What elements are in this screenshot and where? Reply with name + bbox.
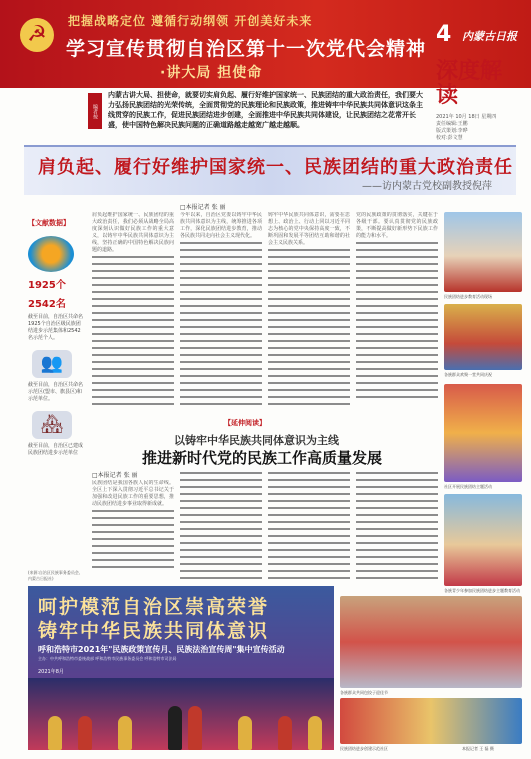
newspaper-name: 内蒙古日报 [462,30,517,43]
sidebar-source: (来源:自治区民族事务委员会、内蒙古日报社) [28,570,83,581]
page-number: 4 [436,22,452,47]
photo-caption-2: 各族群众欢聚一堂共同庆祝 [444,372,492,377]
performer-figure [278,716,292,750]
article1-column-4 [356,212,438,408]
article1-col1-text: 肩负起维护国家统一、民族团结的重大政治责任，我们必须从战略全局高度深刻认识做好民族工作的重大意义，以铸牢中华民族共同体意识为主线，坚持正确的中国特色解决民族问题的道路。 [92,212,174,253]
section-title: 深度解读 [436,59,503,108]
header-slogan: 把握战略定位 遵循行动纲领 开创美好未来 [68,14,313,28]
feature-line-2: 铸牢中华民族共同体意识 [38,620,270,642]
stat-individuals: 2542名 [28,299,66,310]
photo-caption-3: 社区开展民族团结主题活动 [444,484,492,489]
performer-figure [168,706,182,750]
photo-caption-4: 各族青少年参加民族团结进步主题教育活动 [444,588,520,593]
article1-column-3 [268,212,350,408]
feature-line-3: 呼和浩特市2021年"民族政策宣传月、民族法治宣传周"集中宣传活动 [38,645,285,654]
article2-column-3 [268,472,350,580]
section-block [436,56,522,142]
sidebar-text-3: 截至目前，自治区已建成民族团结进步示范单位 [28,443,84,456]
photo-caption-6: 民族团结进步创建示范社区 [340,746,388,751]
data-sidebar [28,218,84,457]
photo-youth [444,494,522,586]
performer-figure [188,706,202,750]
article1-column-1 [92,212,174,408]
article2-kicker: 以铸牢中华民族共同体意识为主线 [174,434,339,447]
performer-figure [308,716,322,750]
stat-collectives: 1925个 [28,280,66,291]
banner-subtitle: ——访内蒙古党校副教授倪萍 [362,181,492,192]
performer-figure [118,716,132,750]
photo-caption-1: 民族团结进步教育活动现场 [444,294,492,299]
article1-byline: □本报记者 张 丽 [180,204,226,211]
feature-date: 2021年8月 [38,669,64,675]
performer-figure [238,716,252,750]
article2-text: 民族团结是我国各族人民的生命线。全区上下深入贯彻习近平总书记关于加强和改进民族工作的重要思想，推动民族团结进步事业取得新成就。 [92,480,174,507]
feature-line-1: 呵护模范自治区崇高荣誉 [38,596,270,618]
article1-col2-text: 今年以来，自治区党委以铸牢中华民族共同体意识为主线，统筹推进各项工作，深化民族团结进步教育，推动各民族共同走向社会主义现代化。 [180,212,262,239]
intro-text: 内蒙古讲大局、担使命，就要切实肩负起、履行好维护国家统一、民族团结的重大政治责任，我们要大力弘扬民族团结的光荣传统，全面贯彻党的民族理论和民族政策，推进铸牢中华民族共同体意识这条主线贯穿的民族工作，促进民族团结进步创建，全面推进中华民族共同体建设，让民族团结之花常开长盛，使中国特色解决民族问题的正确道路越走越宽广越走越顺。 [108,91,423,129]
editor-credit: 责任编辑:王鹏 [436,121,468,127]
feature-note: 主办：中共呼和浩特市委统战部 呼和浩特市民族事务委员会 呼和浩特市司法局 [38,656,177,661]
article2-byline: □本报记者 张 丽 [92,472,138,479]
community-icon: 🏘 [32,411,72,439]
article1-col4-text: 党的民族政策的贯彻落实，关键在于各级干部。要认真贯彻党的民族政策，不断提高做好新形势下民族工作的能力和水平。 [356,212,438,239]
people-graphic-icon [28,236,74,272]
photo-caption-5: 各族群众共同包饺子迎佳节 [340,690,388,695]
article2-column-4 [356,472,438,580]
article2-column-1 [92,480,174,580]
article1-col4-lines [356,242,438,402]
designer-credit: 版式策划:李晔 [436,128,468,134]
performer-figure [48,716,62,750]
article2-column-2 [180,472,262,580]
proofreader-credit: 校对:彭文慧 [436,135,463,141]
sidebar-text-2: 截至目前，自治区共命名示范区(盟市、旗县区)和示范单位。 [28,382,84,402]
photo-credit: 本报记者 王 磊 摄 [462,746,494,751]
article1-col3-lines [268,249,350,408]
photo-community-event [340,698,522,744]
article1-col2-lines [180,242,262,408]
sidebar-tag: 【文献数据】 [28,219,70,227]
intro-tag: 编者按 [88,93,102,129]
group-people-icon: 👥 [32,350,72,378]
party-emblem-icon: ☭ [20,18,54,52]
section-meta [436,114,522,142]
issue-date: 2021年 10月 18日 星期四 [436,114,497,120]
article1-column-2 [180,212,262,408]
photo-celebration [444,304,522,370]
article2-col1-lines [92,510,174,570]
photo-dumplings [340,596,522,688]
stage-performance-photo [28,678,334,750]
article2-tag: 【延伸阅读】 [224,419,266,427]
header-headline: 学习宣传贯彻自治区第十一次党代会精神 [66,38,427,60]
banner-title: 肩负起、履行好维护国家统一、民族团结的重大政治责任 [38,157,513,178]
performer-figure [78,716,92,750]
article1-col1-lines [92,256,174,408]
photo-students [444,212,522,292]
article1-col3-text: 铸牢中华民族共同体意识，需要在思想上、政治上、行动上同以习近平同志为核心的党中央保持高度一致，不断巩固和发展平等团结互助和谐的社会主义民族关系。 [268,212,350,246]
photo-community [444,384,522,482]
sidebar-text-1: 截至目前，自治区共命名1925个自治区级民族团结进步示范集体和2542名示范个人。 [28,314,84,341]
feature-poster [28,586,334,750]
article2-title: 推进新时代党的民族工作高质量发展 [142,449,383,467]
header-subhead: ·讲大局 担使命 [160,65,263,81]
article-banner [24,145,516,195]
